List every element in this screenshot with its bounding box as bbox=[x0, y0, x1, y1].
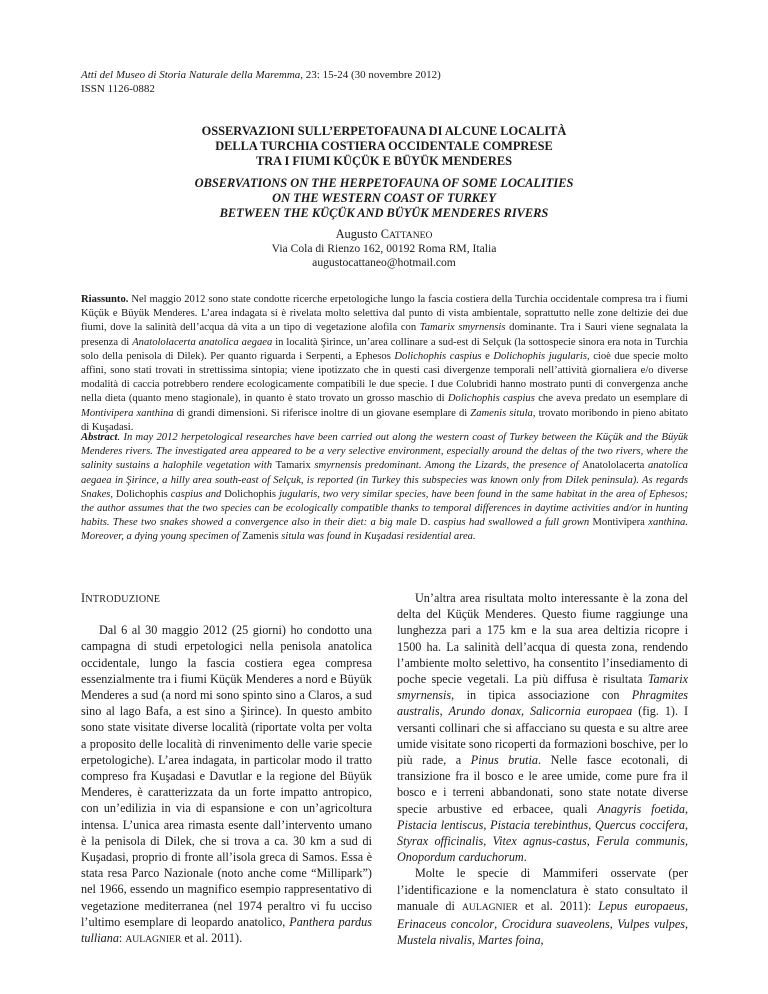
riassunto-text: Nel maggio 2012 sono state condotte ricerche erpetologiche lungo la fascia costiera della Turchia occidentale compresa tra i fiumi Küçük e Büyük Menderes. L’area indagata si è rivelata molto selettiva dal punto di vista ambientale, soprattutto nelle zone deltizie dei due fiumi, dove la salinità dell’acqua dà vita a un tipo di vegetazione alofila con bbox=[81, 294, 688, 334]
body-text: . bbox=[523, 850, 527, 865]
species-name: Zamenis bbox=[242, 531, 279, 543]
species-name: Mustela nivalis bbox=[397, 933, 472, 948]
species-name: Phragmites australis bbox=[397, 688, 688, 719]
body-text: , bbox=[494, 917, 502, 932]
body-text: , bbox=[586, 834, 597, 849]
species-name: Zamenis situla bbox=[470, 407, 533, 419]
species-name: D. bbox=[420, 517, 431, 529]
title-en-line: BETWEEN THE KÜÇÜK AND BÜYÜK MENDERES RIVERS bbox=[219, 206, 549, 220]
author-name bbox=[80, 227, 688, 243]
species-name: Montivipera xanthina bbox=[81, 407, 174, 419]
body-text: , bbox=[684, 817, 688, 832]
body-text: et al. 2011): bbox=[517, 898, 599, 913]
riassunto-text: dominante. Tra i Sauri viene segnalata la presenza di bbox=[81, 322, 688, 348]
body-text: , bbox=[520, 704, 530, 719]
species-name: Anatololacerta anatolica aegaea bbox=[132, 336, 273, 348]
body-text: , bbox=[588, 817, 596, 832]
species-name: Erinaceus concolor bbox=[397, 917, 495, 932]
author-email: augustocattaneo@hotmail.com bbox=[312, 256, 456, 269]
body-paragraph bbox=[81, 622, 372, 948]
title-it-line: TRA I FIUMI KÜÇÜK E BÜYÜK MENDERES bbox=[255, 154, 513, 168]
species-name: Pistacia lentiscus bbox=[397, 817, 484, 832]
riassunto-text: e bbox=[481, 350, 494, 362]
journal-name: Atti del Museo di Storia Naturale della Maremma bbox=[81, 69, 301, 81]
body-text: , bbox=[684, 801, 688, 816]
abstract-text: caspius had swallowed a full grown bbox=[430, 517, 593, 529]
riassunto-text: in località Şirince, un’area collinare a sud-est di Selçuk (la sottospecie sinora era nota in Turchia solo della penisola di Dilek). Per quanto riguarda i Serpenti, a Ephesos bbox=[81, 336, 688, 362]
title-en-line: ON THE WESTERN COAST OF TURKEY bbox=[272, 191, 496, 205]
riassunto-text: , cioè due specie molto affini, sono stati trovati in strettissima sintopia; viene ipotizzato che in questi casi divergenze temporali nell’attività giornaliera e/o diverse modalità di caccia potrebbero rendere ecologicamente compatibili le due specie. I due Colubridi hanno mostrato punti di convergenza anche nella dieta (quanto meno stagionale), in quanto è stato trovato un grosso maschio di bbox=[81, 350, 689, 405]
author-affiliation: Via Cola di Rienzo 162, 00192 Roma RM, Italia bbox=[271, 242, 497, 255]
author-last-initial: C bbox=[380, 227, 389, 241]
body-text: , bbox=[483, 817, 491, 832]
species-name: Crocidura suaveolens bbox=[501, 917, 610, 932]
body-text: . Nelle fasce ecotonali, di transizione fra il bosco e le aree umide, come pure fra il bosco e i terreni abbandonati, sono state notate diverse specie arbustive ed erbacee, quali bbox=[397, 753, 688, 816]
title-it-line: OSSERVAZIONI SULL’ERPETOFAUNA DI ALCUNE LOCALITÀ bbox=[201, 124, 567, 138]
abstract-text: . In may 2012 herpetological researches have been carried out along the western coast of Turkey between the Küçük and the Büyük Menderes rivers. The investigated area appeared to be a very selective environment, especially around the deltas of the two rivers, where the salinity sustains a halophile vegetation with bbox=[81, 432, 688, 472]
title-english bbox=[80, 176, 688, 221]
body-text: , bbox=[684, 917, 689, 932]
abstract bbox=[81, 431, 688, 545]
species-name: Pistacia terebinthus bbox=[490, 817, 589, 832]
body-text: , bbox=[471, 933, 478, 948]
abstract-text: anatolica aegaea in Şirince, a hilly area south-east of Selçuk, is reported (in Turkey this subspecies was known only from Dilek peninsula). As regards Snakes, bbox=[81, 460, 688, 500]
species-name: Arundo donax bbox=[448, 704, 521, 719]
body-text: , bbox=[540, 933, 544, 948]
body-text: , bbox=[685, 834, 689, 849]
heading-rest: NTRODUZIONE bbox=[85, 594, 161, 605]
heading-initial: I bbox=[81, 591, 86, 605]
journal-citation bbox=[81, 68, 441, 82]
abstract-label: Abstract bbox=[81, 432, 118, 443]
species-name: Pinus brutia bbox=[470, 753, 538, 768]
species-name: Montivipera bbox=[592, 517, 645, 529]
author-last-rest: ATTANEO bbox=[388, 230, 433, 241]
species-name: Vulpes vulpes bbox=[617, 917, 685, 932]
species-name: Martes foina bbox=[477, 933, 541, 948]
body-text: , bbox=[439, 704, 449, 719]
right-column bbox=[397, 590, 688, 948]
species-name: Dolichophis bbox=[224, 488, 277, 500]
body-text: , bbox=[483, 834, 493, 849]
species-name: Tamarix smyrnensis bbox=[397, 672, 688, 703]
body-text: Un’altra area risultata molto interessante è la zona del delta del Küçük Menderes. Questo fiume raggiunge una lunghezza pari a 175 km e la sua area deltizia ricopre i 1500 ha. La salinità dell’acqua di questa zona, rendendo l’ambiente molto selettivo, ha consentito l’insediamento di poche specie vegetali. La più diffusa è risultata bbox=[397, 591, 688, 687]
species-name: Lepus europaeus bbox=[598, 898, 685, 913]
body-text: , in tipica associazione con bbox=[451, 688, 632, 703]
title-italian bbox=[80, 124, 688, 169]
body-text: Molte le specie di Mammiferi osservate (per l’identificazione e la nomenclatura è stato consultato il manuale di bbox=[397, 866, 688, 913]
body-text: , bbox=[684, 898, 688, 913]
body-text: , bbox=[609, 917, 618, 932]
species-name: Dolichophis bbox=[116, 488, 168, 500]
abstract-text: xanthina. Moreover, a dying young specimen of bbox=[81, 517, 688, 543]
species-name: Anatololacerta bbox=[582, 460, 645, 472]
body-text: et al. 2011). bbox=[181, 931, 243, 946]
species-name: Dolichophis caspius bbox=[394, 350, 482, 362]
species-name: Dolichophis caspius bbox=[447, 393, 535, 405]
riassunto-label: Riassunto. bbox=[81, 294, 129, 305]
body-paragraph bbox=[397, 590, 688, 865]
species-name: Styrax officinalis bbox=[397, 834, 484, 849]
abstract-text: situla was found in Kuşadasi residential area. bbox=[278, 531, 476, 543]
author-first: Augusto bbox=[335, 227, 378, 241]
left-column bbox=[81, 590, 372, 948]
title-it-line: DELLA TURCHIA COSTIERA OCCIDENTALE COMPRESE bbox=[215, 139, 553, 153]
issn: ISSN 1126-0882 bbox=[81, 83, 155, 95]
species-name: Tamarix smyrnensis bbox=[419, 322, 506, 334]
citation-author: AULAGNIER bbox=[461, 901, 518, 913]
body-text: Dal 6 al 30 maggio 2012 (25 giorni) ho condotto una campagna di studi erpetologici nella penisola anatolica occidentale, lungo la fascia costiera egea compresa essenzialmente tra i fiumi Küçük Menderes a nord e Büyük Menderes a sud (a nord mi sono spinto sino a Claros, a sud sino al lago Bafa, a est sino a Şirince). In questo ambito sono state visitate diverse località (riportate volta per volta a proposito delle località di rinvenimento delle varie specie erpetologiche). L’area indagata, in particolar modo il tratto compreso fra Kuşadasi e Davutlar e la regione del Büyük Menderes, è caratterizzata da un forte impatto antropico, con un’edilizia in via di espansione e con un’agricoltura intensa. L’unica area rimasta esente dall’intervento umano è la penisola di Dilek, che si trova a ca. 30 km a sud di Kuşadasi, proprio di fronte all’isola greca di Samos. Essa è stata resa Parco Nazionale (noto anche come “Millipark”) nel 1966, essendo un magnifico esempio rappresentativo di vegetazione mediterranea (nel 1974 peraltro vi fu ucciso l’ultimo esemplare di leopardo anatolico, bbox=[81, 623, 372, 929]
riassunto-text: che aveva predato un esemplare di bbox=[534, 393, 688, 405]
species-name: Dolichophis jugularis bbox=[493, 350, 587, 362]
species-name: Anagyris foetida bbox=[597, 801, 685, 816]
species-name: Panthera pardus tulliana bbox=[81, 914, 372, 946]
journal-ref: , 23: 15-24 (30 novembre 2012) bbox=[300, 69, 441, 81]
body-text: (fig. 1). I versanti collinari che si affacciano su questa e su altre aree umide visitate sono ricoperti da formazioni boschive, per lo più rade, a bbox=[397, 704, 689, 768]
species-name: Vitex agnus-castus bbox=[492, 834, 587, 849]
abstract-text: jugularis, two very similar species, have been found in the same habitat in the area of Ephesos; the author assumes that the two species can be ecologically compatible thanks to temporal differences in daytime activities and/or in hunting habits. These two snakes showed a convergence also in their diet: a big male bbox=[81, 488, 688, 529]
abstract-text: smyrnensis predominant. Among the Lizards, the presence of bbox=[310, 460, 582, 472]
title-en-line: OBSERVATIONS ON THE HERPETOFAUNA OF SOME LOCALITIES bbox=[194, 176, 574, 190]
riassunto-text: , trovato moribondo in pieno abitato di Kuşadasi. bbox=[81, 407, 689, 433]
riassunto-text: di grandi dimensioni. Si riferisce inoltre di un giovane esemplare di bbox=[173, 407, 471, 419]
species-name: Tamarix bbox=[275, 460, 311, 472]
citation-author: AULAGNIER bbox=[125, 934, 182, 946]
body-paragraph bbox=[397, 865, 688, 948]
riassunto bbox=[81, 293, 688, 435]
body-text: : bbox=[118, 931, 126, 946]
species-name: Ferula communis bbox=[596, 834, 685, 849]
section-heading-introduzione bbox=[81, 590, 372, 608]
abstract-text: caspius and bbox=[167, 488, 225, 500]
species-name: Quercus coccifera bbox=[595, 817, 685, 832]
species-name: Salicornia europaea bbox=[529, 704, 633, 719]
species-name: Onopordum carduchorum bbox=[397, 850, 524, 865]
